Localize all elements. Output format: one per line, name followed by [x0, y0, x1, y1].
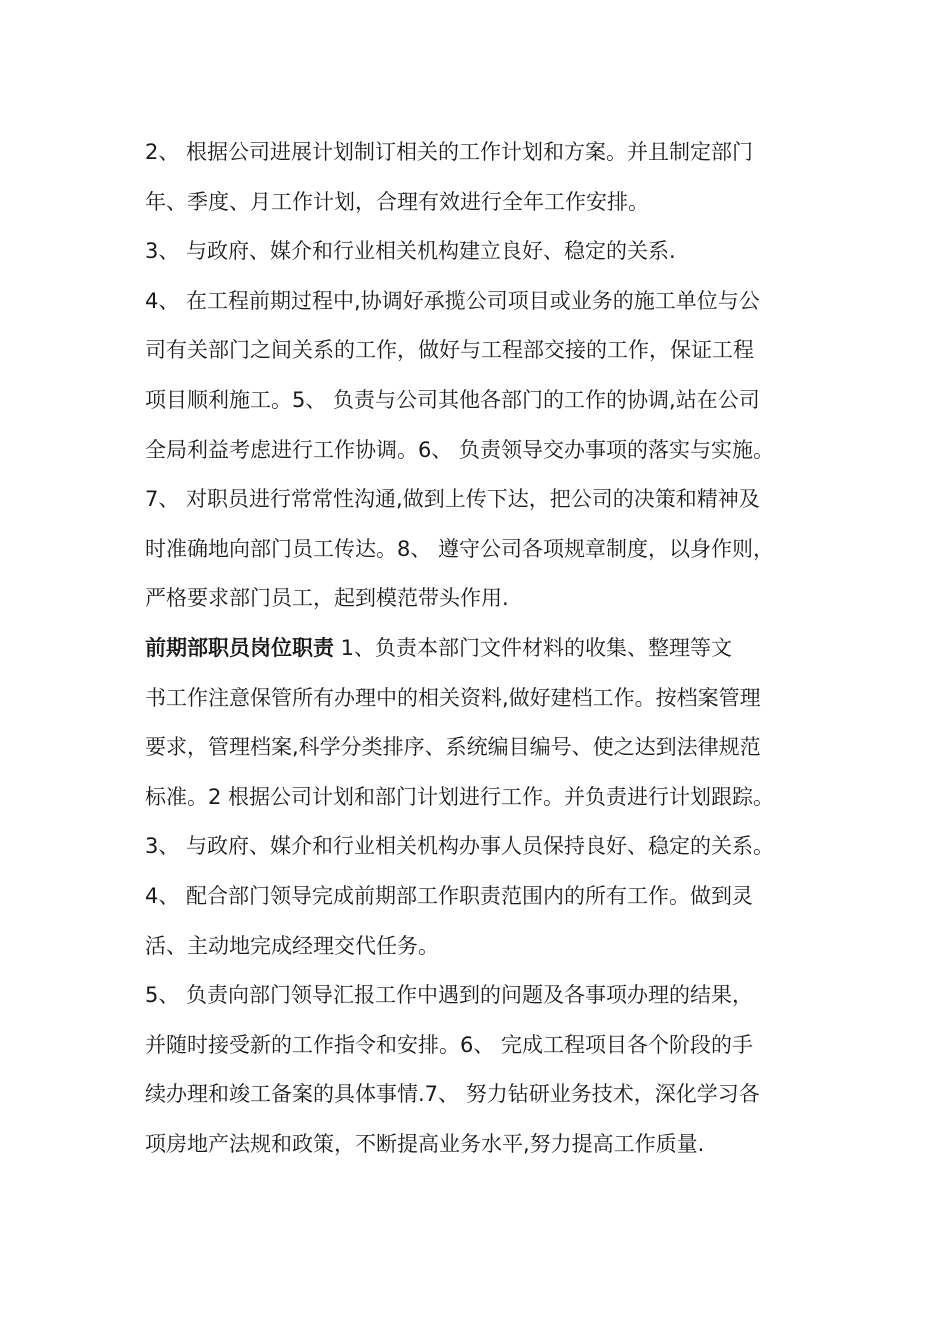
text-line: 书工作注意保管所有办理中的相关资料,做好建档工作。按档案管理 — [145, 685, 761, 710]
text-line: 司有关部门之间关系的工作，做好与工程部交接的工作，保证工程 — [145, 338, 754, 363]
text-line: 项目顺利施工。5、 负责与公司其他各部门的工作的协调,站在公司 — [145, 387, 760, 412]
document-body — [145, 132, 825, 1173]
text-line: 严格要求部门员工，起到模范带头作用. — [145, 586, 509, 611]
text-line: 3、 与政府、媒介和行业相关机构建立良好、稳定的关系. — [145, 239, 676, 264]
text-line: 4、 配合部门领导完成前期部工作职责范围内的所有工作。做到灵 — [145, 883, 754, 908]
section-heading: 前期部职员岗位职责 — [145, 635, 334, 660]
text-line: 5、 负责向部门领导汇报工作中遇到的问题及各事项办理的结果， — [145, 983, 754, 1008]
text-line: 时准确地向部门员工传达。8、 遵守公司各项规章制度，以身作则， — [145, 536, 775, 561]
text-line: 全局利益考虑进行工作协调。6、 负责领导交办事项的落实与实施。 — [145, 437, 775, 462]
text-line: 标准。2 根据公司计划和部门计划进行工作。并负责进行计划跟踪。 — [145, 784, 775, 809]
text-line: 2、 根据公司进展计划制订相关的工作计划和方案。并且制定部门 — [145, 140, 754, 164]
text-line: 7、 对职员进行常常性沟通,做到上传下达，把公司的决策和精神及 — [145, 487, 760, 512]
heading-line-text: 1、负责本部门文件材料的收集、整理等文 — [334, 635, 733, 660]
text-line: 4、 在工程前期过程中,协调好承揽公司项目或业务的施工单位与公 — [145, 288, 760, 313]
text-line: 项房地产法规和政策，不断提高业务水平,努力提高工作质量. — [145, 1131, 705, 1156]
text-line: 要求，管理档案,科学分类排序、系统编目编号、使之达到法律规范 — [145, 735, 761, 760]
text-line: 并随时接受新的工作指令和安排。6、 完成工程项目各个阶段的手 — [145, 1032, 754, 1057]
text-line: 年、季度、月工作计划，合理有效进行全年工作安排。 — [145, 189, 649, 214]
text-line: 续办理和竣工备案的具体事情.7、 努力钻研业务技术，深化学习各 — [145, 1082, 760, 1107]
text-line: 活、主动地完成经理交代任务。 — [145, 933, 439, 958]
section-heading-line — [145, 628, 825, 678]
text-line: 3、 与政府、媒介和行业相关机构办事人员保持良好、稳定的关系。 — [145, 834, 775, 859]
